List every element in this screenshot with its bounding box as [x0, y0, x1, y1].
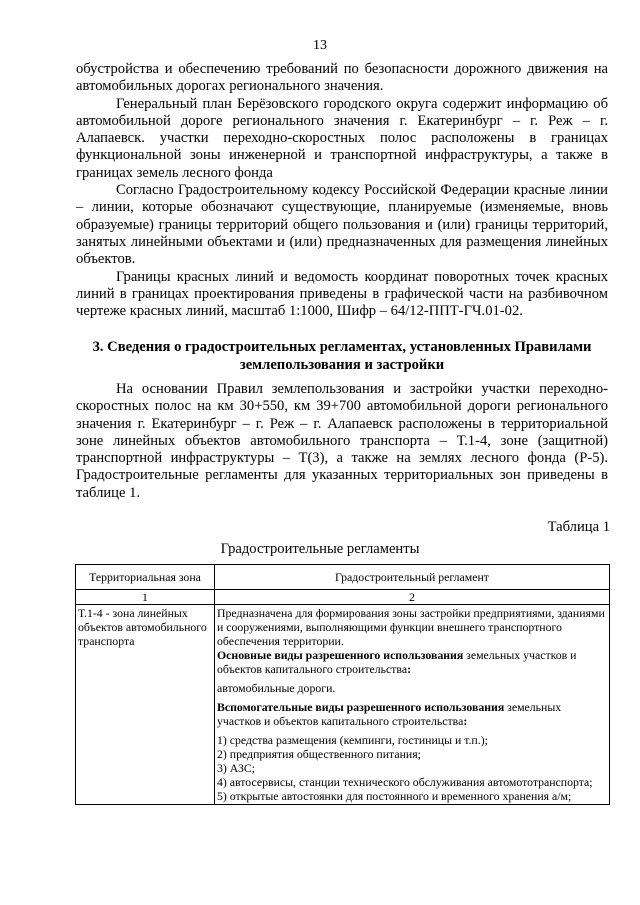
main-uses-heading: Основные виды разрешенного использования — [217, 648, 464, 662]
list-item: 4) автосервисы, станции технического обслуживания автомототранспорта; — [217, 775, 593, 789]
main-uses-title — [217, 648, 607, 676]
list-item: 5) открытые автостоянки для постоянного и временного хранения а/м; — [217, 789, 572, 803]
page-number: 13 — [313, 38, 327, 53]
body-text-section — [76, 381, 608, 502]
aux-uses-heading: Вспомогательные виды разрешенного использования — [217, 700, 505, 714]
body-text-top — [76, 61, 608, 320]
paragraph-2: Генеральный план Берёзовского городского округа содержит информацию об автомобильной дороге регионального значения г. Екатеринбург – г. Реж – г. Алапаевск. участки переходно-скоростных полос расположены в границах функциональной зоны инженерной и транспортной инфраструктуры, а также в границах земель лесного фонда — [76, 95, 608, 181]
column-number-1: 1 — [76, 590, 215, 605]
main-uses-rest: земельных участков и объектов капитального строительства — [217, 648, 577, 676]
column-numbers-row — [76, 590, 610, 605]
regulation-cell — [215, 605, 610, 805]
list-item: 2) предприятия общественного питания; — [217, 747, 421, 761]
table-title: Градостроительные регламенты — [220, 541, 420, 557]
header-zone: Территориальная зона — [76, 565, 215, 590]
aux-uses-title — [217, 700, 607, 728]
table-row — [76, 605, 610, 805]
table-label: Таблица 1 — [547, 519, 610, 535]
paragraph-1: обустройства и обеспечению требований по безопасности дорожного движения на автомобильных дорогах регионального значения. — [76, 61, 608, 95]
aux-uses-colon: : — [463, 714, 468, 728]
list-item: 1) средства размещения (кемпинги, гостиницы и т.п.); — [217, 733, 488, 747]
header-regulation: Градостроительный регламент — [215, 565, 610, 590]
main-uses-value: автомобильные дороги. — [217, 681, 336, 695]
table-header-row — [76, 565, 610, 590]
aux-uses-list — [217, 733, 607, 803]
regulations-table — [75, 564, 610, 805]
zone-cell: Т.1-4 - зона линейных объектов автомобильного транспорта — [76, 605, 215, 805]
list-item: 3) АЗС; — [217, 761, 256, 775]
paragraph-4: Границы красных линий и ведомость координат поворотных точек красных линий в границах проектирования приведены в графической части на разбивочном чертеже красных линий, масштаб 1:1000, Шифр – 64/12-ППТ-ГЧ.01-02. — [76, 268, 608, 320]
section-heading: 3. Сведения о градостроительных регламентах, установленных Правилами землепользования и застройки — [92, 339, 592, 373]
paragraph-section: На основании Правил землепользования и застройки участки переходно-скоростных полос на км 30+550, км 39+700 автомобильной дороги регионального значения г. Екатеринбург – г. Реж – г. Алапаевск расположены в территориальной зоне линейных объектов автомобильного транспорта – Т.1-4, зоне (защитной) транспортной инфраструктуры – Т(3), а также на землях лесного фонда (Р-5). Градостроительные регламенты для указанных территориальных зон приведены в таблице 1. — [76, 381, 608, 501]
aux-uses-rest: земельных участков и объектов капитального строительства — [217, 700, 562, 728]
paragraph-3: Согласно Градостроительному кодексу Российской Федерации красные линии – линии, которые обозначают существующие, планируемые (изменяемые, вновь образуемые) границы территорий общего пользования и (или) границы территорий, занятых линейными объектами и (или) предназначенных для размещения линейных объектов. — [76, 182, 608, 268]
zone-purpose: Предназначена для формирования зоны застройки предприятиями, зданиями и сооружениями, выполняющими функции внешнего транспортного обеспечения территории. — [217, 606, 605, 648]
column-number-2: 2 — [215, 590, 610, 605]
main-uses-colon: : — [407, 662, 411, 676]
